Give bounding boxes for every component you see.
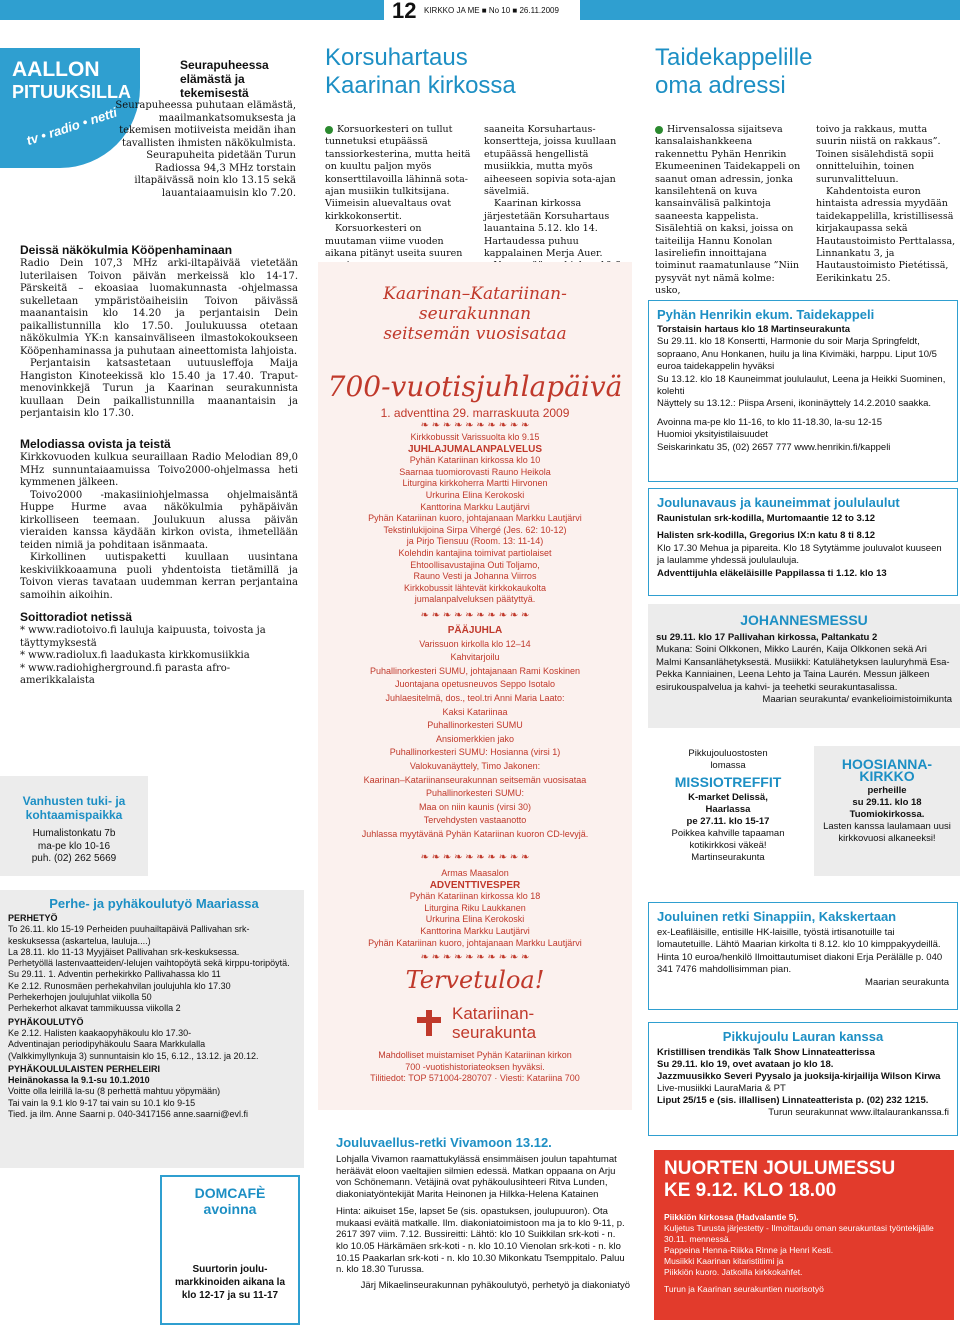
- sinappi-text: ex-Leafiläisille, entisille HK-laisille, työstä irtisanotuille tai lomautetuille. Lähtö Maarian kirkolta ti 8.12. klo 10 kimppakyydeillä. Hinta 10 euroa/henkilö Ilmoittautumiset diakoni Erja Perälälle p. 040 341 7476 mahdollisimman pian.: [657, 927, 943, 976]
- domcafe-box: [160, 1175, 300, 1325]
- vanhus-box: [0, 776, 148, 876]
- juhla-line: Kaarinan–Katariinanseurakunnan seitsemän vuosisataa: [363, 774, 587, 785]
- hoosianna-t2: KIRKKO: [859, 768, 915, 784]
- henrik-line: Näyttely su 13.12.: Piispa Arseni, ikoninäyttely 14.2.2010 saakka.: [657, 398, 932, 410]
- melodia-p3: Kirkollinen uutispaketti kuullaan uusintana keskiviikkoaamuna puoli yhdentoista tietämillä ja Toivon vieras tavataan uudemman kerran perjantaina samoihin aikoihin.: [20, 552, 298, 601]
- johannes-line: Mukana: Soini Olkkonen, Mikko Laurén, Kaija Olkkonen sekä Ari Malmi Kansanlähetyksestä. Musiikki: Katulähetyksen lauluryhmä Esa-Pekka Kanniainen, Leena Lehto ja Taina Laurén. Messun jälkeen esirukouspalvelua ja kahvi- ja teehetki seurakuntasalissa.: [656, 644, 950, 693]
- juhla-line: Urkurina Elina Kerokoski: [425, 914, 525, 925]
- juhla-line: Tekstinlukijoina Sirpa Vihergé (Jes. 62: 10-12): [383, 524, 567, 535]
- nuorten-line: Kuljetus Turusta järjestetty - Ilmoittaudu oman seurakuntasi työntekijälle 30.11. mennessä.: [664, 1223, 934, 1244]
- nuorten-t2: KE 9.12. KLO 18.00: [664, 1180, 837, 1201]
- header-bar: [0, 0, 384, 20]
- nuorten-box: [654, 1150, 954, 1320]
- joulunavaus-title: Joulunavaus ja kauneimmat joululaulut: [657, 495, 900, 510]
- sinappi-sig: Maarian seurakunta: [865, 976, 949, 988]
- missio-e: Martinseurakunta: [691, 852, 765, 863]
- henrik-line: Seiskarinkatu 35, (02) 2657 777 www.henrikin.fi/kappeli: [657, 441, 891, 453]
- juhla-line: Puhallinorkesteri SUMU: Hosianna (virsi 1): [389, 747, 561, 758]
- juhla-line: Puhallinorkesteri SUMU, johtajanaan Rami Koskinen: [369, 665, 581, 676]
- deissa-p2: Perjantaisin katsastetaan uutuusleffoja Maija Hangiston Kinoteekissä klo 15.40 ja 17.40. Traput-menovinkkejä Turun ja Kaarinan seurakunnista kuullaan Dein paikallistunnilla maanantaisin ja perjantaisin klo 17.30.: [20, 358, 298, 419]
- perhe-line: Adventinajan periodipyhäkoulu Saara Markkulalla: [8, 1039, 206, 1050]
- laura-line: Kristillisen trendikäs Talk Show Linnateatterissa: [657, 1047, 875, 1058]
- page-number: 12: [392, 0, 417, 23]
- nuorten-line: Piikkiön kirkossa (Hadvalantie 5).: [664, 1212, 799, 1222]
- korsu-col-b: [484, 124, 630, 273]
- taide-c: Kahdentoista euron hintaista adressia myydään taidekappelilla, kristillisessä kirjakaupassa sekä Hautaustoimisto Perttalassa, Linnankatu 3, ja Hautaustoimisto Pietétissä, Eerikinkatu 25.: [816, 186, 956, 284]
- nuorten-line: Piikkiön kuoro. Jatkoilla kirkkokahfet.: [664, 1267, 803, 1277]
- henrik-line: Torstaisin hartaus klo 18 Martinseurakunta: [657, 324, 851, 335]
- hoosianna-d: Lasten kanssa laulamaan uusi kirkkovuosi alkaneeksi!: [823, 821, 951, 844]
- perhe-lines: [8, 913, 300, 1120]
- vivamo-p3: Järj Mikaelinseurakunnan pyhäkoulutyö, perhetyö ja diakoniatyö: [360, 1280, 630, 1292]
- footer-line: 700 -vuotishistoriateoksen hyväksi.: [405, 1061, 545, 1072]
- vanhus-b: ma-pe klo 10-16: [37, 840, 111, 852]
- perhe-line: Voitte olla leirillä la-su (8 perhettä mahtuu yöpymään): [8, 1086, 221, 1097]
- tervetuloa: Tervetuloa!: [405, 966, 545, 994]
- taide-col-a: [655, 124, 801, 298]
- johannes-box: [648, 604, 960, 728]
- taide-col-b: [816, 124, 956, 285]
- deissa-text: [20, 258, 298, 421]
- missio-l2: lomassa: [710, 760, 746, 771]
- juhla-line: ja Pirjo Tiensuu (Room. 13: 11-14): [406, 536, 544, 547]
- perhe-box: [0, 890, 304, 1168]
- vivamo-title: Jouluvaellus-retki Vivamoon 13.12.: [336, 1135, 552, 1150]
- juhla-line: Pyhän Katariinan kirkossa klo 18: [409, 891, 541, 902]
- juhla-line: jumalanpalveluksen päätyttyä.: [414, 594, 536, 605]
- vanhus-t1: Vanhusten tuki- ja: [22, 794, 126, 808]
- sinappi-title: Jouluinen retki Sinappiin, Kakskertaan: [657, 909, 897, 924]
- hoosianna-b: su 29.11. klo 18: [852, 797, 922, 808]
- cross-icon: [414, 1008, 444, 1038]
- juhla-line: Juhlaesitelmä, dos., teol.tri Anni Maria Laato:: [385, 692, 565, 703]
- perhe-line: To 26.11. klo 15-19 Perheiden puuhailtapäivä Pallivahan srk-keskuksessa (askartelua, lauluja....): [8, 924, 250, 946]
- juhla-line: Puhallinorkesteri SUMU: [427, 720, 523, 731]
- perhe-line: PERHETYÖ: [8, 913, 58, 923]
- henrik-line: Avoinna ma-pe klo 11-16, to klo 11-18.30, la-su 12-15: [657, 416, 882, 428]
- perhe-line: Heinänokassa la 9.1-su 10.1.2010: [8, 1075, 150, 1086]
- henrik-box: [648, 300, 958, 482]
- juhla-line: Puhallinorkesteri SUMU:: [425, 788, 525, 799]
- juhla-line: ADVENTTIVESPER: [429, 879, 521, 891]
- ornament-1: ❧ ❧ ❧ ❧ ❧ ❧ ❧ ❧ ❧ ❧: [420, 420, 530, 431]
- perhe-line: Ke 2.12. Runosmäen perhekahvilan joulujuhla klo 17.30: [8, 980, 231, 991]
- laura-lines: [657, 1047, 949, 1119]
- perhe-line: Ke 2.12. Halisten kaakaopyhäkoulu klo 17.30-: [8, 1027, 192, 1038]
- johannes-lines: [656, 632, 952, 706]
- laura-line: Jazzmuusikko Severi Pyysalo ja juoksija-kirjailija Wilson Kirwa: [657, 1071, 941, 1082]
- korsu-a: Korsuorkesteri on tullut tunnetuksi etupäässä tanssiorkesterina, mutta heitä on kuultu paljon myös konserttilavoilla lähinnä sota-ajan musiikin tulkitsijana. Viimeisin aluevaltaus ovat kirkkokonsertit.: [325, 124, 471, 222]
- juhla-line: Liturgina Riku Laukkanen: [424, 902, 526, 913]
- juhla-s1: [318, 432, 632, 606]
- taide-b: toivo ja rakkaus, mutta suurin niistä on rakkaus”. Toinen sisälehdistä sopii onnitteluihin, toinen surunvalitteluun.: [816, 124, 941, 185]
- juhla-line: Kirkkobussit Varissuolta klo 9.15: [410, 432, 540, 442]
- johannes-sig: Maarian seurakunta/ evankelioimistoimikunta: [762, 694, 952, 706]
- juhla-footer: [318, 1050, 632, 1085]
- juhla-line: Kirkkobussit lähtevät kirkkokaukolta: [403, 582, 547, 593]
- missio-b: Haarlassa: [705, 804, 751, 815]
- henrik-lines: [657, 324, 949, 454]
- ornament-2: ❧ ❧ ❧ ❧ ❧ ❧ ❧ ❧ ❧ ❧: [420, 610, 530, 621]
- link-item[interactable]: * www.radiotoivo.fi lauluja kaipuusta, toivosta ja täyttymyksestä: [20, 625, 266, 649]
- aallon-sub: tv • radio • netti: [24, 104, 119, 149]
- logo-l1: Katariinan-: [452, 1004, 535, 1023]
- henrik-title: Pyhän Henrikin ekum. Taidekappeli: [657, 307, 875, 322]
- juhla-line: Rauno Vesti ja Johanna Viirros: [413, 571, 537, 582]
- missio-c: pe 27.11. klo 15-17: [686, 816, 770, 827]
- deissa-p1: Radio Dein 107,3 MHz arki-iltapäivää vietetään luterilaisen Toivon päivän merkeissä klo 14-17. Pärskeitä – ekoasiaa luomakunnasta -ohjelmassa sukelletaan ympäristöaiheisiin Toivon päivässä maanantaisin klo 14.20 ja perjantaisin Dein paikallistunnilla klo 17.50. Joulukuussa otetaan näkökulmia YK:n kansainväliseen ilmastokokoukseen Kööpenhaminassa ja puhutaan aineettomista lahjoista.: [20, 258, 298, 357]
- juhla-line: Pyhän Katariinan kuoro, johtajanaan Markku Lautjärvi: [368, 513, 582, 524]
- juhla-line: Valokuvanäyttely, Timo Jakonen:: [409, 760, 541, 771]
- perhe-line: Su 29.11. 1. Adventin perhekirkko Pallivahassa klo 11: [8, 969, 221, 980]
- deissa-heading: Deissä näkökulmia Kööpenhaminaan: [20, 243, 233, 257]
- link-item[interactable]: * www.radiolux.fi laadukasta kirkkomusiikkia: [20, 650, 250, 661]
- laura-line: Liput 25/15 e (sis. illallisen) Linnateatterista p. (02) 232 1215.: [657, 1095, 929, 1106]
- domcafe-t2: avoinna: [203, 1201, 257, 1217]
- joulunavaus-box: [648, 488, 958, 596]
- aallon-l2: PITUUKSILLA: [12, 82, 131, 102]
- logo-text: [452, 1004, 536, 1042]
- taide-title-1: Taidekappelille: [655, 44, 813, 71]
- laura-line: Su 29.11. klo 19, ovet avataan jo klo 18.: [657, 1059, 834, 1070]
- taide-a: Hirvensalossa sijaitseva kansalaishankkeena rakennettu Pyhän Henrikin Ekumeeninen Taidekappeli on saanut oman adressin, jonka kansilehtenä on kuva kansainvälisä palkintoja saaneesta kappelista. Sisälehtiä on kaksi, joissa on taiteilija Hannu Konolan lasireliefin innoittajana toiminut raamatunlause ”Niin pysyvät nyt nämä kolme: usko,: [655, 124, 801, 297]
- sinappi-box: [648, 902, 958, 1010]
- seurapuhe-text: Seurapuheessa puhutaan elämästä, maailmankatsomuksesta ja tekemisen motiiveista meidän ihan tavallisten ihmisten näkökulmista. Seurapuheita pidetään Turun Radiossa 94,3 MHz torstain iltapäivässä noin klo 13.15 sekä lauantaiaamuisin klo 7.20.: [115, 100, 296, 199]
- domcafe-t1: DOMCAFÈ: [194, 1185, 266, 1201]
- juhla-line: Pyhän Katariinan kuoro, johtajanaan Markku Lautjärvi: [368, 937, 582, 948]
- korsu-title-2: Kaarinan kirkossa: [325, 72, 516, 99]
- issue-meta: KIRKKO JA ME ■ No 10 ■ 26.11.2009: [424, 6, 559, 15]
- perhe-line: PYHÄKOULUTYÖ: [8, 1016, 84, 1027]
- johannes-line: su 29.11. klo 17 Pallivahan kirkossa, Paltankatu 2: [656, 632, 878, 643]
- footer-line: Mahdolliset muistamiset Pyhän Katariinan kirkon: [378, 1050, 572, 1060]
- juhla-h3: seitsemän vuosisataa: [383, 324, 567, 344]
- hoosianna-box: [814, 746, 960, 876]
- melodia-p1: Kirkkovuoden kulkua seuraillaan Radio Melodian 89,0 MHz sunnuntaiaamuissa Toivo2000-ohjelmassa heti kymmenen jälkeen.: [20, 452, 298, 488]
- juhla-line: Kanttorina Markku Lautjärvi: [420, 925, 530, 936]
- juhla-h1: Kaarinan–Katariinan-: [383, 284, 567, 304]
- juhla-line: Kanttorina Markku Lautjärvi: [420, 501, 530, 512]
- korsu-c: saaneita Korsuhartaus-konsertteja, joissa kuullaan etupäässä hengellistä musiikkia, mutta myös aiheeseen sopivia sota-ajan sävelmiä.: [484, 124, 617, 198]
- juhla-h2: seurakunnan: [418, 304, 532, 324]
- joulunavaus-line: Raunistulan srk-kodilla, Murtomaantie 12 to 3.12: [657, 513, 876, 524]
- nuorten-line: Pappeina Henna-Riikka Rinne ja Henri Kesti.: [664, 1245, 834, 1255]
- juhla-line: JUHLAJUMALANPALVELUS: [407, 443, 543, 455]
- melodia-text: [20, 452, 298, 602]
- seurapuhe-heading: Seurapuheessa elämästä ja tekemisestä: [180, 58, 269, 100]
- soittoradiot-heading: Soittoradiot netissä: [20, 610, 133, 624]
- footer-line: Tilitiedot: TOP 571004-280707 · Viesti: Katariina 700: [370, 1073, 580, 1083]
- nuorten-lines: [664, 1212, 944, 1295]
- perhe-line: Perhetyöllä lastenvaatteiden/-lelujen vaihtopöytä sekä kirppu-toripöytä.: [8, 958, 290, 969]
- juhla-line: Liturgina kirkkoherra Martti Hirvonen: [402, 478, 548, 489]
- laura-line: Live-musiikki LauraMaria & PT: [657, 1083, 786, 1094]
- perhe-line: Perhekerhojen joulujuhlat viikolla 50: [8, 992, 152, 1003]
- laura-title: Pikkujoulu Lauran kanssa: [722, 1029, 884, 1044]
- juhla-line: Kaksi Katariinaa: [442, 706, 508, 717]
- laura-box: [648, 1022, 958, 1136]
- vanhus-a: Humalistonkatu 7b: [32, 828, 116, 839]
- melodia-p2: Toivo2000 -makasiiniohjelmassa ohjelmaisäntä Huppe Hurme avaa näkökulmia pyhäpäivän kirkolliseen teemaan. Joulukuun alussa päivän vieraiden kanssa käydään kirkon ovista, ihmetellään teiden nimiä ja pohditaan isänmaata.: [20, 489, 298, 551]
- nuorten-t1: NUORTEN JOULUMESSU: [664, 1158, 896, 1179]
- juhla-line: Saarnaa tuomiorovasti Rauno Heikola: [399, 466, 551, 477]
- hoosianna-a: perheille: [867, 785, 907, 796]
- juhla-line: PÄÄJUHLA: [447, 625, 503, 636]
- juhla-line: Juontajana opetusneuvos Seppo Isotalo: [394, 679, 556, 690]
- vanhus-c: puh. (02) 262 5669: [31, 853, 117, 864]
- nuorten-sig: Turun ja Kaarinan seurakuntien nuorisotyö: [664, 1284, 824, 1294]
- perhe-line: PYHÄKOULULAISTEN PERHELEIRI: [8, 1063, 161, 1074]
- juhla-line: Varissuon kirkolla klo 12–14: [419, 638, 531, 649]
- nuorten-line: Musiikki Kaarinan kitaristitiimi ja: [664, 1256, 784, 1266]
- melodia-heading: Melodiassa ovista ja teistä: [20, 437, 171, 451]
- juhla-big: 700-vuotisjuhlapäivä: [327, 370, 623, 403]
- korsu-title-1: Korsuhartaus: [325, 44, 468, 71]
- green-bullet-icon: [325, 126, 333, 134]
- juhla-line: Juhlassa myytävänä Pyhän Katariinan kuoron CD-levyjä.: [361, 828, 589, 839]
- logo-l2: seurakunta: [452, 1023, 537, 1042]
- missio-l1: Pikkujouluostosten: [688, 748, 768, 759]
- missio-title: MISSIOTREFFIT: [674, 774, 782, 790]
- juhla-line: Maa on niin kaunis (virsi 30): [418, 801, 532, 812]
- perhe-line: Perhekerhot alkavat tammikuussa viikolla 2: [8, 1003, 181, 1014]
- missio-d: Poikkea kahville tapaaman kotikirkkosi väkeä!: [671, 828, 785, 851]
- domcafe-sub: Suurtorin joulu-markkinoiden aikana la klo 12-17 ja su 11-17: [174, 1264, 286, 1301]
- ornament-4: ❧ ❧ ❧ ❧ ❧ ❧ ❧ ❧ ❧ ❧: [420, 952, 530, 963]
- juhla-date: 1. adventtina 29. marraskuuta 2009: [380, 406, 570, 420]
- joulunavaus-line: Klo 17.30 Mehua ja pipareita. Klo 18 Sytytämme jouluvalot kuuseen ja laulamme yhdessä joululauluja.: [657, 542, 942, 567]
- johannes-title: JOHANNESMESSU: [740, 612, 868, 628]
- hoosianna-t1: HOOSIANNA-: [841, 756, 933, 772]
- juhla-s2: [318, 624, 632, 842]
- joulunavaus-line: Adventtijuhla eläkeläisille Pappilassa ti 1.12. klo 13: [657, 567, 887, 579]
- vivamo-p2: Hinta: aikuiset 15e, lapset 5e (sis. opastuksen, joulupuuron). Ota mukaasi eväitä matkalle. Ilm. diakoniatoimistoon ma ja to klo 9-11, p. 2617 397 viim. 7.12. Bussireitti: Lähtö: klo 10 Suikkilan srk-koti - n. klo 10.05 Härkämäen srk-koti - n. klo 10.10 Vienolan srk-koti - n. klo 10.15 Paakarlan srk-koti - n. klo 10.30 Mikonkatu Tsemppitalo. Paluu n. klo 18.30 Turussa.: [336, 1205, 625, 1276]
- korsu-d: Kaarinan kirkossa järjestetään Korsuhartaus lauantaina 5.12. klo 14. Hartaudessa puhuu kappalainen Merja Auer.: [484, 198, 610, 260]
- vanhus-t2: kohtaamispaikka: [25, 808, 123, 822]
- ornament-3: ❧ ❧ ❧ ❧ ❧ ❧ ❧ ❧ ❧ ❧: [420, 852, 530, 863]
- henrik-line: Huomioi yksityistilaisuudet: [657, 429, 768, 441]
- juhla-line: Urkurina Elina Kerokoski: [425, 489, 525, 500]
- joulunavaus-lines: [657, 513, 949, 580]
- korsu-b: Korsuorkesteri on muutaman viime vuoden aikana pitänyt useita suuren: [325, 223, 463, 260]
- aallon-l1: AALLON: [12, 58, 100, 81]
- juhla-heading: [318, 284, 632, 344]
- vivamo-text: [336, 1154, 630, 1292]
- juhla-line: Tervehdysten vastaanotto: [423, 815, 527, 826]
- juhla-line: Kolehdin kantajina toimivat partiolaiset: [398, 547, 552, 558]
- perhe-line: (Valkkimyllynkuja 3) sunnuntaisin klo 15, 6.12., 13.12. ja 20.12.: [8, 1050, 259, 1061]
- hoosianna-c: Tuomiokirkossa.: [849, 809, 925, 820]
- henrik-line: Su 29.11. klo 18 Konsertti, Harmonie du soir Marja Springfeldt, sopraano, Anu Honkanen, huilu ja lina Kivimäki, harppu. Liput 10/5 euroa taidekappelin hyväksi: [657, 336, 937, 373]
- joulunavaus-line: Halisten srk-kodilla, Gregorius IX:n katu 8 ti 8.12: [657, 530, 876, 542]
- juhla-line: Ansiomerkkien jako: [435, 733, 515, 744]
- perhe-line: La 28.11. klo 11-13 Myyjäiset Pallivahan srk-keskuksessa.: [8, 946, 240, 957]
- green-bullet-icon: [655, 126, 663, 134]
- henrik-line: Su 13.12. klo 18 Kauneimmat joululaulut, Leena ja Heikki Suominen, kolehti: [657, 373, 946, 398]
- taide-title-2: oma adressi: [655, 72, 786, 99]
- juhla-line: Armas Maasalon: [441, 868, 509, 878]
- juhla-line: Ehtoollisavustajina Outi Toljamo,: [410, 559, 540, 570]
- soittoradiot-list: [20, 625, 298, 688]
- vivamo-p1: Lohjalla Vivamon raamattukylässä ensimmäisen joulun tapahtumat heräävät eloon vaeltajien silmien edessä. Matkan oppaana on Arju von Schönemann. Vetäjinä ovat pyhäkoulusihteeri Ritva Lunden, diakoniatyöntekijät Marita Heinonen ja Hilkka-Helena Katainen: [336, 1154, 617, 1201]
- perhe-line: Tied. ja ilm. Anne Saarni p. 040-3417156 anne.saarni@evl.fi: [8, 1109, 248, 1120]
- perhe-line: Tai vain la 9.1 klo 9-17 tai vain su 10.1 klo 9-15: [8, 1097, 196, 1108]
- missio-a: K-market Delissä,: [688, 792, 768, 803]
- juhla-line: Pyhän Katariinan kirkossa klo 10: [409, 455, 541, 466]
- korsu-col-a: [325, 124, 471, 273]
- laura-sig: Turun seurakunnat www.iltalaurankanssa.fi: [768, 1107, 949, 1118]
- header-bar-right: [580, 0, 960, 20]
- missio-box: [648, 740, 808, 876]
- juhla-line: Kahvitarjoilu: [450, 652, 500, 663]
- perhe-title: Perhe- ja pyhäkoulutyö Maariassa: [49, 896, 259, 911]
- juhla-s3: [318, 868, 632, 949]
- link-item[interactable]: * www.radiohigherground.fi parasta afro-amerikkalaista: [20, 662, 231, 686]
